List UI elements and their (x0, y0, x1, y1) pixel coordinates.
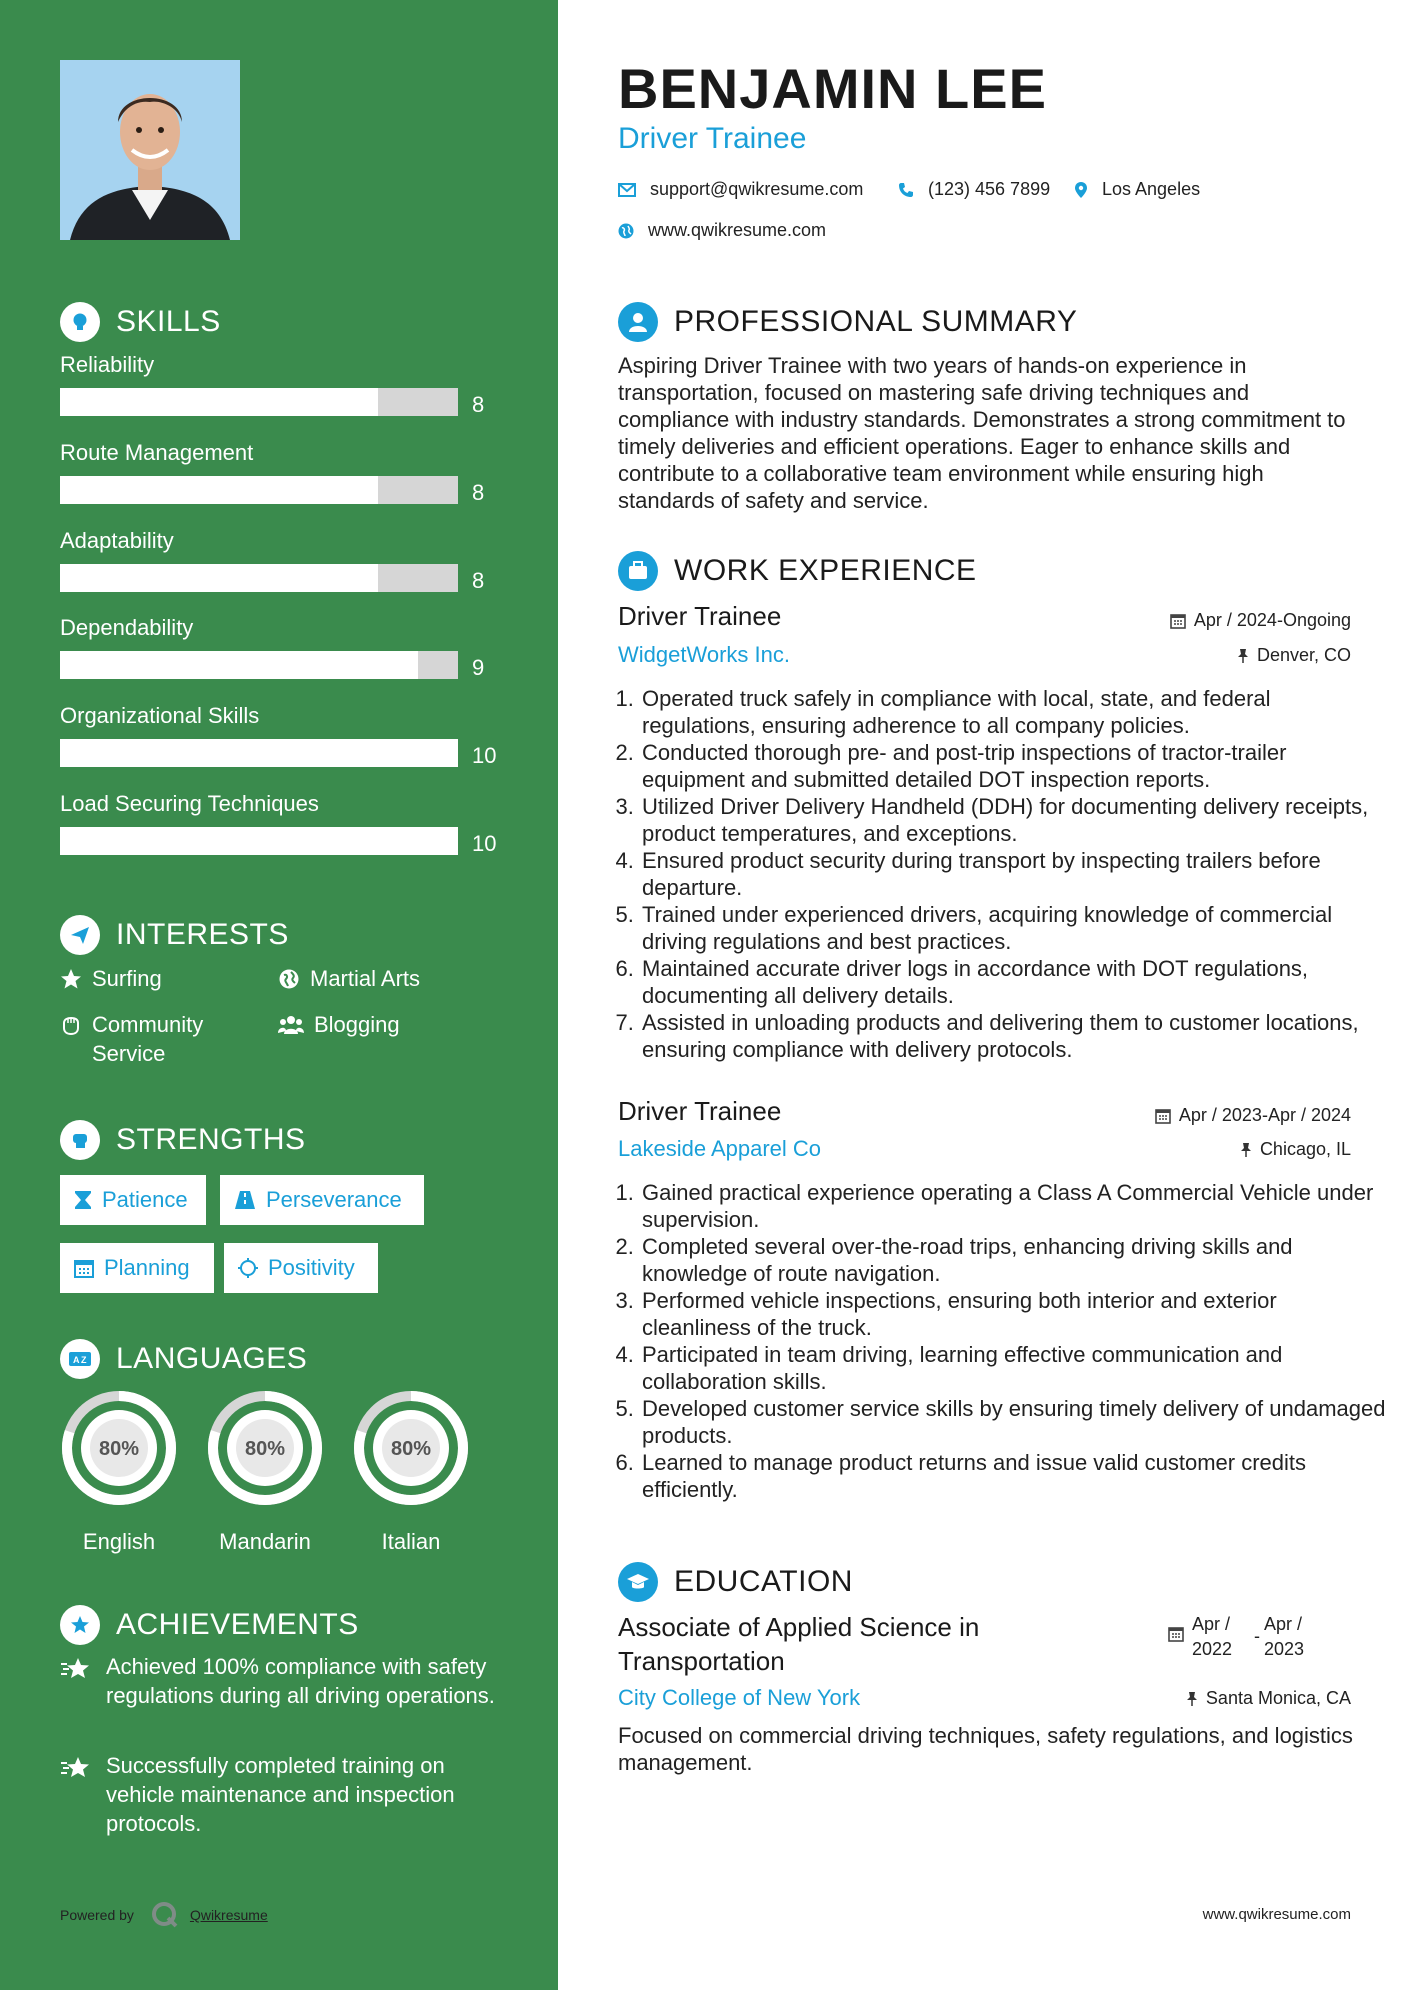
duty-item: 1. Operated truck safely in compliance with local, state, and federal regulations, ensuring adherence to all company policies. (640, 685, 1386, 739)
education-end: Apr / 2023 (1264, 1614, 1305, 1659)
pushpin-icon (1186, 1691, 1198, 1707)
svg-text:A: A (73, 1355, 80, 1365)
strength-tag (60, 1243, 214, 1293)
contact-website (618, 220, 826, 241)
phone-text: (123) 456 7899 (928, 179, 1051, 199)
achievement-item (60, 1652, 500, 1710)
duty-item: 4. Ensured product security during transport by inspecting trailers before departure. (640, 847, 1386, 901)
duty-item: 6. Maintained accurate driver logs in accordance with DOT regulations, documenting all delivery details. (640, 955, 1386, 1009)
skill-bar (60, 388, 458, 416)
qwikresume-logo-icon (150, 1900, 180, 1930)
pushpin-icon (1240, 1142, 1252, 1158)
star-badge-icon (60, 1656, 92, 1682)
contact-location (1074, 179, 1200, 200)
duty-item: 1. Gained practical experience operating a Class A Commercial Vehicle under supervision. (640, 1179, 1386, 1233)
sidebar (0, 0, 558, 1990)
interest-item (60, 1010, 260, 1068)
sun-icon (238, 1258, 258, 1278)
summary-title: PROFESSIONAL SUMMARY (674, 305, 1078, 338)
skill-item (60, 352, 500, 416)
skill-name: Organizational Skills (60, 703, 260, 728)
skill-bar (60, 651, 458, 679)
award-icon (60, 1605, 100, 1645)
achievement-text: Achieved 100% compliance with safety regulations during all driving operations. (106, 1654, 495, 1708)
contact-email (618, 179, 863, 200)
hourglass-icon (74, 1190, 92, 1210)
education-heading (618, 1562, 853, 1602)
language-name: English (82, 1529, 156, 1554)
duty-item: 5. Developed customer service skills by ensuring timely delivery of undamaged products. (640, 1395, 1386, 1449)
education-dates (1168, 1612, 1314, 1662)
globe-icon (618, 223, 634, 239)
experience-heading (618, 551, 977, 591)
job-title: Driver Trainee (618, 1096, 782, 1126)
duty-item: 3. Performed vehicle inspections, ensuring both interior and exterior cleanliness of the truck. (640, 1287, 1386, 1341)
powered-by (60, 1900, 268, 1930)
skill-value: 10 (472, 831, 497, 856)
job-location-text: Denver, CO (1256, 645, 1351, 665)
skill-name: Adaptability (60, 528, 174, 553)
star-badge-icon (60, 1755, 92, 1781)
interest-item (278, 1010, 478, 1039)
interests-heading (60, 915, 289, 955)
job-company: Lakeside Apparel Co (618, 1136, 822, 1161)
strength-tag (224, 1243, 378, 1293)
fist-icon (60, 1120, 100, 1160)
qwikresume-link[interactable]: Qwikresume (189, 1907, 268, 1923)
interest-label: Community Service (92, 1012, 204, 1066)
skills-title: SKILLS (116, 305, 221, 338)
skill-item (60, 615, 500, 679)
duty-item: 5. Trained under experienced drivers, acquiring knowledge of commercial driving regulations and best practices. (640, 901, 1386, 955)
skill-bar-fill (60, 476, 378, 504)
candidate-role: Driver Trainee (618, 122, 807, 155)
language-item (203, 1386, 327, 1555)
achievement-text: Successfully completed training on vehicle maintenance and inspection protocols. (106, 1753, 455, 1836)
calendar-icon (1168, 1626, 1184, 1642)
school-name: City College of New York (618, 1685, 861, 1710)
languages-title: LANGUAGES (116, 1342, 308, 1375)
skill-value: 8 (472, 568, 485, 593)
job-location (1237, 645, 1351, 666)
strength-label: Patience (102, 1187, 188, 1212)
achievements-title: ACHIEVEMENTS (116, 1608, 359, 1641)
duty-item: 6. Learned to manage product returns and issue valid customer credits efficiently. (640, 1449, 1386, 1503)
languages-heading (60, 1339, 307, 1379)
strengths-heading (60, 1120, 306, 1160)
pushpin-icon (1237, 648, 1249, 664)
duty-item: 7. Assisted in unloading products and delivering them to customer locations, ensuring compliance with delivery protocols. (640, 1009, 1386, 1063)
education-dash: - (1254, 1626, 1260, 1646)
lightbulb-icon (60, 302, 100, 342)
email-text: support@qwikresume.com (650, 179, 864, 199)
skill-name: Load Securing Techniques (60, 791, 319, 816)
user-icon (618, 302, 658, 342)
profile-photo (60, 60, 240, 240)
strength-label: Planning (104, 1255, 190, 1280)
interest-item (278, 964, 478, 993)
calendar-icon (1155, 1108, 1171, 1124)
language-percent: 80% (98, 1438, 140, 1460)
skill-value: 8 (472, 392, 485, 417)
skill-bar-fill (60, 827, 458, 855)
skill-bar-fill (60, 564, 378, 592)
education-title: EDUCATION (674, 1565, 853, 1598)
job-company: WidgetWorks Inc. (618, 642, 790, 667)
skill-value: 10 (472, 743, 497, 768)
briefcase-icon (618, 551, 658, 591)
map-pin-icon (1074, 181, 1088, 199)
language-ring (203, 1386, 327, 1510)
interest-item (60, 964, 260, 993)
language-percent: 80% (244, 1438, 286, 1460)
school-location (1186, 1688, 1351, 1709)
language-percent: 80% (390, 1438, 432, 1460)
achievements-heading (60, 1605, 359, 1645)
skill-item (60, 703, 500, 767)
language-ring (57, 1386, 181, 1510)
globe-icon (278, 968, 300, 990)
hand-icon (60, 1014, 82, 1036)
strength-label: Perseverance (266, 1187, 402, 1212)
graduation-cap-icon (618, 1562, 658, 1602)
job-location-text: Chicago, IL (1259, 1139, 1351, 1159)
job-dates-text: Apr / 2023-Apr / 2024 (1178, 1105, 1351, 1125)
language-item (57, 1386, 181, 1555)
language-name: Mandarin (219, 1529, 311, 1554)
skill-value: 9 (472, 655, 485, 680)
interests-title: INTERESTS (116, 918, 289, 951)
interest-label: Martial Arts (310, 966, 421, 991)
language-ring (349, 1386, 473, 1510)
experience-title: WORK EXPERIENCE (674, 554, 977, 587)
interest-label: Surfing (92, 966, 162, 991)
skill-name: Dependability (60, 615, 194, 640)
users-icon (278, 1014, 304, 1036)
job-duties (618, 1179, 1386, 1503)
summary-text: Aspiring Driver Trainee with two years of hands-on experience in transportation, focused on mastering safe driving techniques and compliance with industry standards. Demonstrates a strong commitment to timely deliveries and efficient operations. Eager to enhance skills and contribute to a collaborative team environment while ensuring high standards of safety and service. (618, 353, 1346, 513)
skill-bar-fill (60, 651, 418, 679)
strength-tag (220, 1175, 424, 1225)
education-text: Focused on commercial driving techniques, safety regulations, and logistics management. (618, 1723, 1353, 1775)
school-location-text: Santa Monica, CA (1205, 1688, 1351, 1708)
contact-phone (898, 179, 1050, 200)
duty-item: 2. Completed several over-the-road trips, enhancing driving skills and knowledge of route navigation. (640, 1233, 1386, 1287)
skill-bar (60, 827, 458, 855)
star-icon (60, 968, 82, 990)
job-dates (1170, 610, 1351, 631)
job-title: Driver Trainee (618, 601, 782, 631)
language-name: Italian (381, 1529, 441, 1554)
skill-bar (60, 476, 458, 504)
skill-value: 8 (472, 480, 485, 505)
paper-plane-icon (60, 915, 100, 955)
skill-bar (60, 739, 458, 767)
job-duties (618, 685, 1386, 1063)
strength-tag (60, 1175, 206, 1225)
website-text: www.qwikresume.com (648, 220, 827, 240)
language-item (349, 1386, 473, 1555)
main-content (558, 0, 1407, 1990)
powered-by-label: Powered by (60, 1907, 134, 1923)
candidate-name: BENJAMIN LEE (618, 57, 1047, 120)
strength-label: Positivity (268, 1255, 355, 1280)
footer-website: www.qwikresume.com (1202, 1906, 1351, 1923)
education-start: Apr / 2022 (1192, 1614, 1233, 1659)
skill-bar (60, 564, 458, 592)
skill-item (60, 440, 500, 504)
skill-item (60, 528, 500, 592)
job-dates-text: Apr / 2024-Ongoing (1193, 610, 1351, 630)
duty-item: 3. Utilized Driver Delivery Handheld (DDH) for documenting delivery receipts, product temperatures, and exceptions. (640, 793, 1386, 847)
skill-bar-fill (60, 739, 458, 767)
skill-name: Route Management (60, 440, 254, 465)
strengths-title: STRENGTHS (116, 1123, 306, 1156)
road-icon (234, 1190, 256, 1210)
interest-label: Blogging (314, 1012, 400, 1037)
job-location (1240, 1139, 1351, 1160)
skill-bar-fill (60, 388, 378, 416)
duty-item: 4. Participated in team driving, learning effective communication and collaboration skills. (640, 1341, 1386, 1395)
summary-heading (618, 302, 1077, 342)
skill-item (60, 791, 500, 855)
calendar-icon (1170, 613, 1186, 629)
skills-heading (60, 302, 221, 342)
phone-icon (898, 182, 914, 198)
location-text: Los Angeles (1102, 179, 1201, 199)
job-dates (1155, 1105, 1351, 1126)
skill-name: Reliability (60, 352, 155, 377)
degree-title: Associate of Applied Science in Transportation (618, 1612, 980, 1676)
language-icon (60, 1339, 100, 1379)
svg-text:Z: Z (81, 1355, 87, 1365)
calendar-icon (74, 1258, 94, 1278)
duty-item: 2. Conducted thorough pre- and post-trip inspections of tractor-trailer equipment and submitted detailed DOT inspection reports. (640, 739, 1386, 793)
achievement-item (60, 1751, 500, 1838)
envelope-icon (618, 183, 636, 197)
